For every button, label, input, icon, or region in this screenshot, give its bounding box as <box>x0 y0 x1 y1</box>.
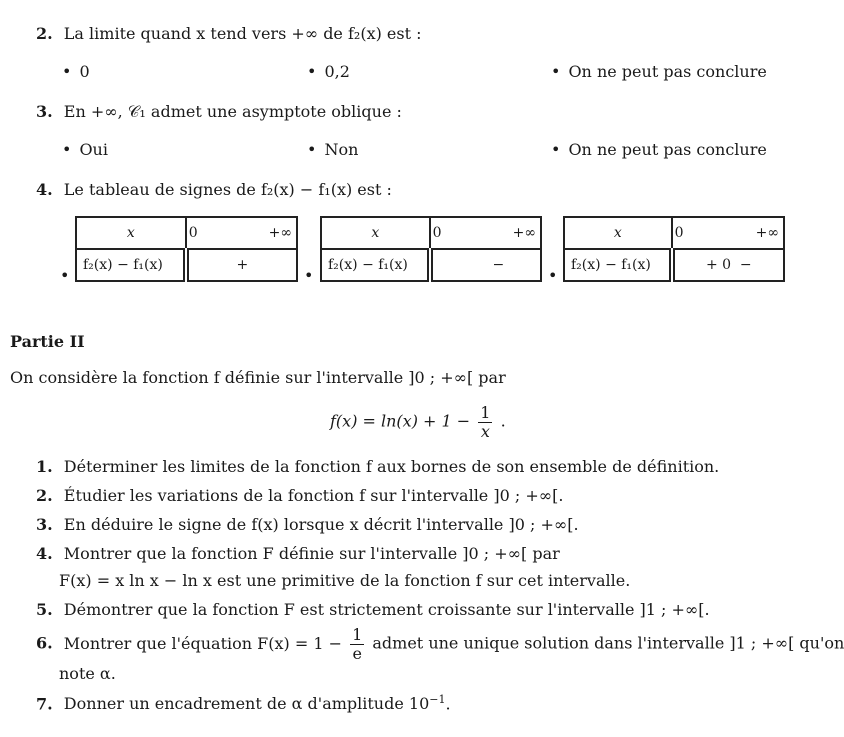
item-number: 3. <box>36 515 53 534</box>
formula-end: . <box>500 411 506 431</box>
option-item: • Non <box>307 140 358 159</box>
item-number: 2. <box>36 486 53 505</box>
item-number: 6. <box>36 633 53 653</box>
list-item <box>36 515 579 534</box>
sign-cell: − <box>430 249 541 281</box>
question-text: Le tableau de signes de f₂(x) − f₁(x) est : <box>63 180 392 199</box>
question-text: La limite quand x tend vers +∞ de f₂(x) est : <box>63 24 422 43</box>
item-text-b: admet une unique solution dans l'intervalle ]1 ; +∞[ qu'on <box>372 633 844 653</box>
list-item <box>36 626 844 662</box>
question-3 <box>36 102 402 121</box>
item-number: 5. <box>36 600 53 619</box>
fraction-denominator: e <box>352 643 362 663</box>
list-item <box>36 486 563 505</box>
x-axis-cell <box>186 217 297 249</box>
infinity-label: +∞ <box>512 225 536 241</box>
x-axis-cell <box>672 217 784 249</box>
option-item: • On ne peut pas conclure <box>551 140 767 159</box>
zero-label: 0 <box>188 225 198 241</box>
list-item <box>36 544 560 563</box>
exponent: −1 <box>429 693 446 706</box>
x-label: x <box>564 217 672 249</box>
infinity-label: +∞ <box>755 225 779 241</box>
item-text: Déterminer les limites de la fonction f aux bornes de son ensemble de définition. <box>63 457 720 476</box>
sign-table-2 <box>320 216 542 282</box>
item-end: . <box>445 694 451 714</box>
item-number: 4. <box>36 544 53 563</box>
formula <box>330 404 506 440</box>
item-text-continued: note α. <box>59 664 116 683</box>
x-axis-cell <box>430 217 541 249</box>
option-item: • On ne peut pas conclure <box>551 62 767 81</box>
question-number: 3. <box>36 102 53 121</box>
item-text: Montrer que la fonction F définie sur l'intervalle ]0 ; +∞[ par <box>63 544 560 563</box>
fraction-numerator: 1 <box>480 403 491 422</box>
item-text: Étudier les variations de la fonction f sur l'intervalle ]0 ; +∞[. <box>63 486 564 505</box>
list-item <box>36 693 451 714</box>
item-text-continued: F(x) = x ln x − ln x est une primitive de la fonction f sur cet intervalle. <box>59 571 631 590</box>
item-fraction <box>350 626 364 662</box>
item-text: Montrer que l'équation F(x) = 1 − <box>63 633 342 653</box>
option-item: • 0,2 <box>307 62 350 81</box>
sign-cell: + <box>186 249 297 281</box>
item-text: En déduire le signe de f(x) lorsque x décrit l'intervalle ]0 ; +∞[. <box>63 515 579 534</box>
x-label: x <box>321 217 430 249</box>
sign-cell: + 0 − <box>672 249 784 281</box>
option-item: • 0 <box>62 62 90 81</box>
question-number: 2. <box>36 24 53 43</box>
function-label: f₂(x) − f₁(x) <box>76 249 186 281</box>
fraction-denominator: x <box>480 421 490 441</box>
question-number: 4. <box>36 180 53 199</box>
function-label: f₂(x) − f₁(x) <box>564 249 672 281</box>
bullet-icon: • <box>304 266 314 285</box>
list-item <box>36 600 710 619</box>
item-text: Démontrer que la fonction F est strictement croissante sur l'intervalle ]1 ; +∞[. <box>63 600 710 619</box>
option-item: • Oui <box>62 140 108 159</box>
question-text: En +∞, 𝒞₁ admet une asymptote oblique : <box>63 102 402 121</box>
fraction-numerator: 1 <box>352 625 363 644</box>
bullet-icon: • <box>548 266 558 285</box>
zero-label: 0 <box>432 225 442 241</box>
list-item <box>36 457 719 476</box>
question-2 <box>36 24 422 43</box>
zero-label: 0 <box>674 225 684 241</box>
section-title: Partie II <box>10 332 85 351</box>
formula-fraction <box>478 404 492 440</box>
question-4 <box>36 180 392 199</box>
item-text: Donner un encadrement de α d'amplitude 10 <box>63 694 430 714</box>
function-label: f₂(x) − f₁(x) <box>321 249 430 281</box>
sign-table-1 <box>75 216 298 282</box>
item-number: 1. <box>36 457 53 476</box>
item-number: 7. <box>36 694 53 714</box>
bullet-icon: • <box>60 266 70 285</box>
infinity-label: +∞ <box>268 225 292 241</box>
x-label: x <box>76 217 186 249</box>
formula-lhs: f(x) = ln(x) + 1 − <box>330 411 471 431</box>
sign-table-3 <box>563 216 785 282</box>
section-intro: On considère la fonction f définie sur l'intervalle ]0 ; +∞[ par <box>10 368 506 387</box>
